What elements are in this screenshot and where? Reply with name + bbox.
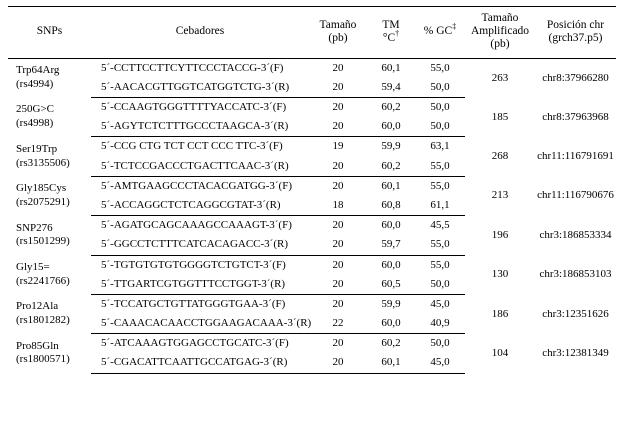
primer-size: 20: [332, 101, 344, 114]
primer-size: 20: [332, 258, 344, 271]
primer-tm: 59,9: [381, 140, 401, 153]
amplified-size: 130: [491, 268, 509, 281]
primer-gc: 45,0: [415, 353, 465, 373]
primer-tm: 60,1: [381, 179, 401, 192]
primer-gc: 55,0: [415, 235, 465, 255]
primer-size: 20: [309, 157, 367, 177]
snp-cell: [8, 176, 91, 215]
table-header: [8, 7, 616, 59]
snp-rs-id: (rs4998): [16, 117, 54, 130]
primer-size: 20: [309, 235, 367, 255]
primer-size: 20: [332, 179, 344, 192]
table-row: [8, 58, 616, 78]
table-row: [8, 176, 616, 196]
primer-tm: 60,0: [381, 258, 401, 271]
primer-size: 20: [309, 353, 367, 373]
chromosome-position: chr8:37963968: [542, 110, 609, 123]
header-tm-line2: [369, 29, 413, 45]
snp-rs-id: (rs2241766): [16, 274, 70, 287]
amplified-size: 268: [491, 150, 509, 162]
chromosome-position: chr3:186853334: [539, 228, 612, 241]
chromosome-position: chr3:12351626: [542, 307, 609, 320]
primer-size: 20: [309, 275, 367, 295]
table-row: [8, 294, 616, 314]
header-primers: [91, 7, 309, 59]
header-snps-label: SNPs: [36, 25, 63, 38]
header-size: [309, 7, 367, 59]
primer-tm: 60,8: [367, 196, 415, 216]
amplified-size: 263: [491, 71, 509, 84]
primer-size: 20: [309, 78, 367, 98]
primer-size: 18: [309, 196, 367, 216]
primer-sequence: 5´-AGATGCAGCAAAGCCAAAGT-3´(F): [101, 219, 292, 232]
primer-sequence: 5´-CCTTCCTTCYTTCCCTACCG-3´(F): [101, 61, 284, 74]
primer-gc: 40,9: [415, 314, 465, 334]
primer-tm: 59,4: [367, 78, 415, 98]
primer-tm: 60,2: [381, 101, 401, 114]
primer-gc: 55,0: [430, 179, 450, 192]
header-size-line1: Tamaño: [319, 18, 357, 31]
snp-cell: [8, 137, 91, 176]
header-size-line2: (pb): [328, 31, 348, 44]
primer-size: 19: [332, 140, 344, 153]
snp-cell: [8, 216, 91, 255]
chromosome-position: chr3:186853103: [539, 268, 612, 281]
primer-sequence: 5´-TTGARTCGTGGTTTCCTGGT-3´(R): [91, 275, 309, 295]
primer-tm: 60,0: [381, 219, 401, 232]
header-position: [535, 7, 616, 59]
primer-sequence: 5´-CCG CTG TCT CCT CCC TTC-3´(F): [101, 140, 283, 153]
header-tm-line1: TM: [382, 18, 400, 31]
primer-sequence: 5´-CCAAGTGGGTTTTYACCATC-3´(F): [101, 101, 287, 114]
primer-tm: 60,1: [367, 353, 415, 373]
header-amplified: [465, 7, 535, 59]
snp-name: 250G>C: [16, 103, 54, 116]
header-gc-label: % GC: [423, 25, 453, 38]
primer-sequence: 5´-ATCAAAGTGGAGCCTGCATC-3´(F): [101, 337, 289, 350]
primer-gc: 50,0: [430, 337, 450, 350]
header-tm-marker: †: [395, 29, 400, 38]
amplified-size: 104: [491, 346, 509, 359]
snp-cell: [8, 294, 91, 333]
primer-sequence: 5´-GGCCTCTTTCATCACAGACC-3´(R): [91, 235, 309, 255]
primer-tm: 59,7: [367, 235, 415, 255]
primer-sequence: 5´-TGTGTGTGTGGGGTCTGTCT-3´(F): [101, 258, 286, 271]
snp-name: SNP276: [16, 221, 53, 234]
table-row: [8, 334, 616, 354]
primer-tm: 60,2: [367, 157, 415, 177]
primer-sequence: 5´-TCCATGCTGTTATGGGTGAA-3´(F): [101, 297, 286, 310]
header-amp-line2: Amplificado: [470, 25, 530, 38]
header-primers-label: Cebadores: [175, 25, 225, 38]
primer-tm: 60,0: [367, 314, 415, 334]
snp-cell: [8, 255, 91, 294]
primer-tm: 59,9: [381, 297, 401, 310]
primer-gc: 55,0: [430, 61, 450, 74]
primer-gc: 63,1: [430, 140, 450, 153]
snp-rs-id: (rs1801282): [16, 314, 70, 327]
snp-name: Trp64Arg: [16, 64, 60, 77]
primer-tm: 60,0: [367, 117, 415, 137]
primer-size: 20: [332, 61, 344, 74]
snp-name: Ser19Trp: [16, 142, 58, 155]
table-row: [8, 98, 616, 118]
primer-gc: 50,0: [415, 117, 465, 137]
primer-gc: 50,0: [430, 101, 450, 114]
chromosome-position: chr3:12381349: [542, 346, 609, 359]
table-row: [8, 255, 616, 275]
primer-gc: 50,0: [415, 275, 465, 295]
amplified-size: 213: [491, 189, 509, 202]
primer-tm: 60,2: [381, 337, 401, 350]
snp-rs-id: (rs2075291): [16, 195, 70, 208]
primer-table: [8, 6, 616, 374]
primer-sequence: 5´-CAAACACAACCTGGAAGACAAA-3´(R): [91, 314, 309, 334]
chromosome-position: chr8:37966280: [542, 71, 609, 84]
table-row: [8, 137, 616, 157]
header-gc: [415, 7, 465, 59]
header-gc-marker: ‡: [452, 22, 457, 32]
primer-sequence: 5´-AGYTCTCTTTGCCCTAAGCA-3´(R): [91, 117, 309, 137]
primer-sequence: 5´-AMTGAAGCCCTACACGATGG-3´(F): [101, 179, 293, 192]
header-snps: [8, 7, 91, 59]
header-amp-line1: Tamaño: [481, 12, 519, 24]
primer-gc: 55,0: [430, 258, 450, 271]
primer-size: 20: [309, 117, 367, 137]
snp-cell: [8, 334, 91, 373]
snp-name: Pro12Ala: [16, 300, 59, 313]
header-amp-line3: (pb): [490, 38, 510, 51]
chromosome-position: chr11:116791691: [537, 150, 614, 162]
primer-gc: 55,0: [415, 157, 465, 177]
header-pos-line2: (grch37.p5): [548, 31, 603, 44]
table-body: [8, 58, 616, 373]
primer-sequence: 5´-CGACATTCAATTGCCATGAG-3´(R): [91, 353, 309, 373]
header-tm-unit: °C: [382, 31, 396, 44]
amplified-size: 185: [491, 110, 509, 123]
amplified-size: 196: [491, 228, 509, 241]
primer-sequence: 5´-TCTCCGACCCTGACTTCAAC-3´(R): [91, 157, 309, 177]
snp-cell: [8, 98, 91, 137]
table-row: [8, 216, 616, 236]
primer-gc: 61,1: [415, 196, 465, 216]
primer-tm: 60,5: [367, 275, 415, 295]
amplified-size: 186: [491, 307, 509, 320]
chromosome-position: chr11:116790676: [537, 189, 614, 202]
primer-size: 20: [332, 337, 344, 350]
primer-size: 22: [309, 314, 367, 334]
snp-rs-id: (rs4994): [16, 78, 54, 91]
primer-gc: 45,0: [430, 297, 450, 310]
primer-gc: 50,0: [415, 78, 465, 98]
primer-size: 20: [332, 219, 344, 232]
primer-gc: 45,5: [430, 219, 450, 232]
snp-cell: [8, 58, 91, 97]
snp-name: Gly15=: [16, 260, 50, 273]
snp-rs-id: (rs1501299): [16, 235, 70, 248]
snp-name: Pro85Gln: [16, 339, 59, 352]
header-tm: [367, 7, 415, 59]
primer-sequence: 5´-ACCAGGCTCTCAGGCGTAT-3´(R): [91, 196, 309, 216]
primer-tm: 60,1: [381, 61, 401, 74]
snp-rs-id: (rs1800571): [16, 353, 70, 366]
snp-name: Gly185Cys: [16, 182, 67, 195]
primer-size: 20: [332, 297, 344, 310]
snp-rs-id: (rs3135506): [16, 156, 70, 169]
header-pos-line1: Posición chr: [546, 18, 605, 31]
primer-sequence: 5´-AACACGTTGGTCATGGTCTG-3´(R): [91, 78, 309, 98]
